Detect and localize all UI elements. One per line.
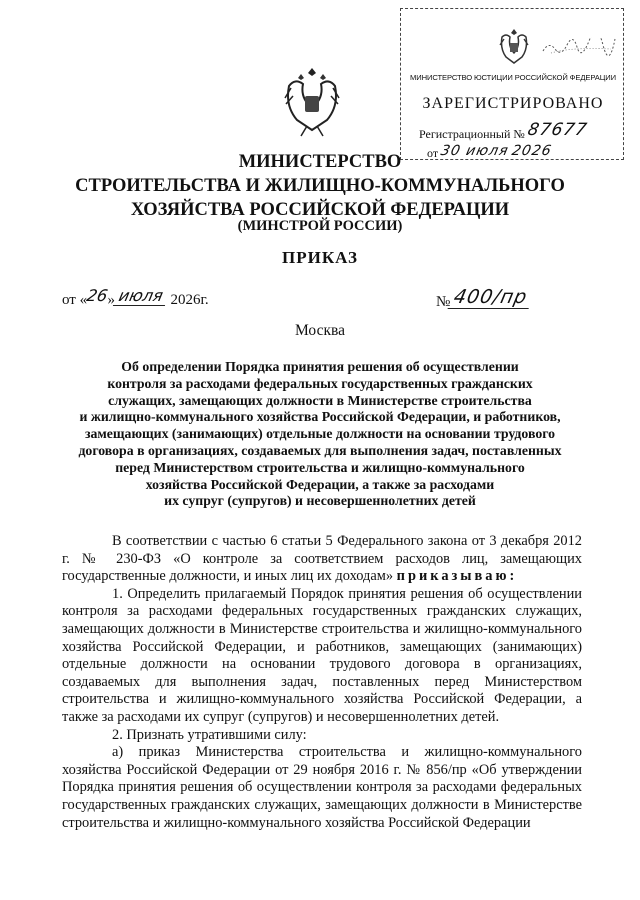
order-month: июля <box>113 286 169 306</box>
paragraph-2a: а) приказ Министерства строительства и жилищно-коммунального хозяйства Российской Федерации от 29 ноября 2016 г. № 856/пр «Об утверждении Порядка принятия решения об осуществлении контроля за расходами федеральных государственных гражданских служащих, замещающих должности в Министерстве строительства и жилищно-коммунального хозяйства Российской Федерации <box>62 744 582 831</box>
coat-of-arms-icon <box>283 66 341 140</box>
stamp-signature-scribble <box>541 37 619 57</box>
order-year-suffix: г. <box>200 292 209 308</box>
order-number <box>436 286 531 312</box>
intro-text: В соответствии с частью 6 статьи 5 Федерального закона от 3 декабря 2012 г. № 230-ФЗ «О контроле за соответствием расходов лиц, замещающих государственные должности, и иных лиц их доходам» <box>62 533 582 585</box>
order-date-mid: » <box>107 292 115 308</box>
title-line: служащих, замещающих должности в Министерстве строительства <box>108 392 532 408</box>
stamp-reg-number: 87677 <box>525 120 590 140</box>
stamp-date-prefix: от <box>427 146 439 160</box>
order-number-label: № <box>436 294 451 310</box>
title-line: хозяйства Российской Федерации, а также за расходами <box>145 476 495 492</box>
registration-stamp <box>400 8 624 160</box>
order-date-prefix: от « <box>62 292 88 308</box>
stamp-reg-number-line <box>419 120 590 143</box>
paragraph-2: 2. Признать утратившими силу: <box>112 726 307 743</box>
stamp-date-year: 2026 <box>509 143 553 159</box>
stamp-reg-label: Регистрационный № <box>419 127 525 141</box>
stamp-registered-label: ЗАРЕГИСТРИРОВАНО <box>422 95 604 112</box>
order-body <box>62 533 582 832</box>
title-line: замещающих (занимающих) отдельные должности на основании трудового <box>84 426 556 442</box>
title-line: их супруг (супругов) и несовершеннолетних детей <box>164 493 476 509</box>
title-line: перед Министерством строительства и жилищно-коммунального <box>115 459 525 475</box>
document-type-heading: ПРИКАЗ <box>282 248 358 267</box>
ministry-name-line-1: МИНИСТЕРСТВО <box>238 152 402 172</box>
stamp-date-handwritten: 30 июля <box>439 143 511 159</box>
title-line: контроля за расходами федеральных государственных гражданских <box>107 375 533 391</box>
stamp-organization: МИНИСТЕРСТВО ЮСТИЦИИ РОССИЙСКОЙ ФЕДЕРАЦИИ <box>410 73 616 82</box>
ministry-name-line-3: ХОЗЯЙСТВА РОССИЙСКОЙ ФЕДЕРАЦИИ <box>130 200 510 220</box>
ministry-name-line-2: СТРОИТЕЛЬСТВА И ЖИЛИЩНО-КОММУНАЛЬНОГО <box>75 176 565 196</box>
order-word: приказываю: <box>396 568 518 585</box>
paragraph-1: 1. Определить прилагаемый Порядок принятия решения об осуществлении контроля за расходами федеральных государственных гражданских служащих, замещающих должности в Министерстве строительства и жилищно-коммунального хозяйства Российской Федерации, и работников, замещающих (занимающих) отдельные должности на основании трудового договора в организациях, создаваемых для выполнения задач, поставленных перед Министерством строительства и жилищно-коммунального хозяйства Российской Федерации, а также за расходами их супруг (супругов) и несовершеннолетних детей. <box>62 585 582 725</box>
title-line: договора в организациях, создаваемых для выполнения задач, поставленных <box>78 442 562 458</box>
order-number-value: 400/пр <box>448 286 534 309</box>
title-line: Об определении Порядка принятия решения об осуществлении <box>121 359 519 374</box>
ministry-short-name: (МИНСТРОЙ РОССИИ) <box>237 218 403 234</box>
title-line: и жилищно-коммунального хозяйства Российской Федерации, и работников, <box>79 409 561 425</box>
stamp-emblem-icon <box>497 25 531 67</box>
order-date <box>62 286 209 309</box>
intro-paragraph <box>62 533 582 586</box>
order-city: Москва <box>295 322 345 339</box>
order-year: 2026 <box>170 292 201 308</box>
order-title <box>52 359 588 510</box>
order-day: 26 <box>85 286 110 305</box>
